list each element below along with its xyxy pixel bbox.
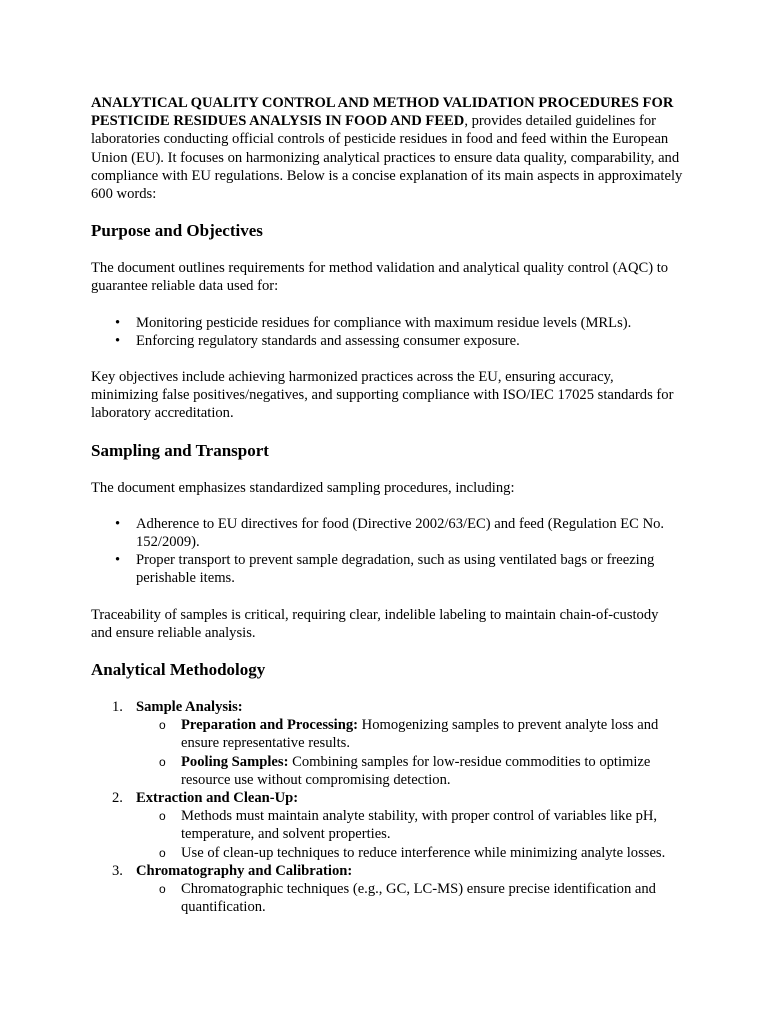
sub-item-text: Methods must maintain analyte stability, with proper control of variables like pH, temperature, and solvent properties. (181, 808, 658, 843)
list-item-text: Monitoring pesticide residues for compliance with maximum residue levels (MRLs). (136, 314, 632, 331)
sub-list-item (159, 880, 683, 916)
list-item-text: Proper transport to prevent sample degradation, such as using ventilated bags or freezing perishable items. (136, 552, 655, 587)
intro-text: , provides detailed guidelines for laboratories conducting official controls of pesticide residues in food and feed within the European Union (EU). It focuses on harmonizing analytical practices to ensure data quality, comparability, and compliance with EU regulations. Below is a concise explanation of its main aspects in approximately 600 words: (91, 113, 683, 203)
numbered-item (112, 862, 683, 917)
bullet-icon: • (115, 332, 121, 349)
item-title: Extraction and Clean-Up: (136, 790, 299, 807)
sub-item-text: Use of clean-up techniques to reduce interference while minimizing analyte losses. (181, 844, 666, 861)
item-number: 1. (112, 699, 123, 716)
sub-list-item (159, 753, 683, 789)
circle-bullet-icon: o (159, 809, 166, 824)
list-item-text: Adherence to EU directives for food (Directive 2002/63/EC) and feed (Regulation EC No. 152/2009). (136, 515, 665, 551)
bullet-icon: • (115, 515, 121, 532)
circle-bullet-icon: o (159, 845, 166, 860)
item-number: 2. (112, 790, 123, 807)
paragraph: The document emphasizes standardized sampling procedures, including: (91, 479, 515, 496)
sub-list (136, 716, 683, 789)
section-heading-methodology: Analytical Methodology (91, 660, 266, 680)
document-body (91, 94, 683, 917)
sub-item-lead: Preparation and Processing: (181, 717, 359, 734)
item-title: Sample Analysis: (136, 699, 243, 716)
paragraph: Key objectives include achieving harmonized practices across the EU, ensuring accuracy, minimizing false positives/negatives, and supporting compliance with ISO/IEC 17025 standards for laboratory accreditation. (91, 369, 674, 422)
bullet-icon: • (115, 314, 121, 331)
bullet-list (91, 515, 683, 588)
sub-item-text: Chromatographic techniques (e.g., GC, LC-MS) ensure precise identification and quantification. (181, 881, 656, 916)
numbered-item (112, 789, 683, 862)
section-heading-sampling: Sampling and Transport (91, 440, 269, 460)
list-item (115, 332, 683, 350)
bullet-list (91, 314, 683, 350)
sub-item-text: Homogenizing samples to prevent analyte loss and ensure representative results. (181, 717, 659, 752)
sub-list (136, 880, 683, 916)
list-item (115, 515, 683, 551)
bullet-icon: • (115, 552, 121, 569)
item-title: Chromatography and Calibration: (136, 862, 353, 879)
sub-list-item (159, 844, 683, 862)
list-item (115, 551, 683, 587)
sub-list-item (159, 716, 683, 752)
section-heading-purpose: Purpose and Objectives (91, 221, 263, 241)
sub-list-item (159, 807, 683, 843)
numbered-item (112, 698, 683, 789)
paragraph: The document outlines requirements for method validation and analytical quality control (AQC) to guarantee reliable data used for: (91, 260, 669, 295)
paragraph: Traceability of samples is critical, requiring clear, indelible labeling to maintain chain-of-custody and ensure reliable analysis. (91, 606, 659, 641)
sub-item-text: Combining samples for low-residue commodities to optimize resource use without compromising detection. (181, 753, 651, 788)
circle-bullet-icon: o (159, 754, 166, 769)
sub-list (136, 807, 683, 862)
list-item (115, 314, 683, 332)
item-number: 3. (112, 862, 123, 879)
sub-item-lead: Pooling Samples: (181, 753, 289, 770)
document-title: ANALYTICAL QUALITY CONTROL AND METHOD VALIDATION PROCEDURES FOR PESTICIDE RESIDUES ANALYSIS IN FOOD AND FEED (91, 95, 674, 130)
circle-bullet-icon: o (159, 882, 166, 897)
circle-bullet-icon: o (159, 718, 166, 733)
intro-paragraph (91, 94, 683, 203)
numbered-list (91, 698, 683, 916)
list-item-text: Enforcing regulatory standards and assessing consumer exposure. (136, 332, 520, 349)
